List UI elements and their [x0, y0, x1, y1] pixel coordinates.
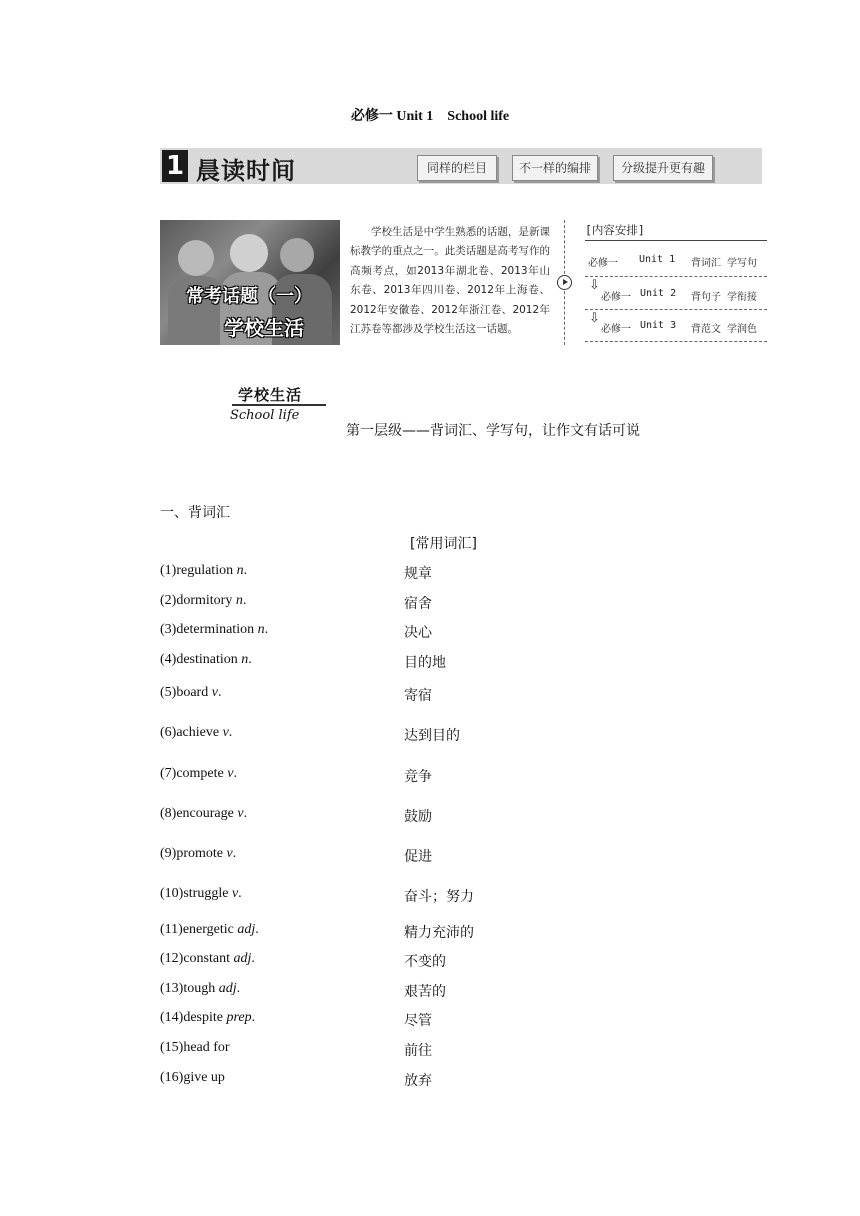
vocab-word: regulation: [176, 563, 234, 578]
topic-photo: [160, 220, 340, 345]
down-arrow-icon: ⇩: [589, 311, 600, 326]
vocab-part-of-speech: n: [235, 593, 243, 608]
vocab-part-of-speech: n: [236, 563, 244, 578]
vocab-term: (12)constant adj.: [160, 951, 255, 966]
vocab-part-of-speech: adj: [233, 951, 252, 966]
vocab-word: head for: [183, 1040, 230, 1055]
vocab-part-of-speech: v: [222, 725, 229, 740]
vocab-part-of-speech: n: [241, 652, 249, 667]
logo-en-text: School life: [230, 408, 300, 423]
vocab-word: despite: [183, 1010, 223, 1025]
vocab-meaning: 不变的: [404, 954, 446, 970]
contents-row-unit: Unit 1: [639, 254, 676, 265]
vocab-number: (5): [160, 685, 177, 700]
section-heading: 一、背词汇: [160, 505, 230, 521]
vocab-number: (15): [160, 1040, 184, 1055]
vocab-meaning: 宿舍: [404, 596, 432, 612]
vocab-word: dormitory: [176, 593, 233, 608]
vocab-term: [160, 1040, 230, 1056]
vocab-meaning: 鼓励: [404, 809, 432, 825]
vocab-word: board: [176, 685, 209, 700]
contents-row-divider: [585, 276, 767, 277]
vocab-number: (16): [160, 1070, 184, 1085]
vocab-number: (1): [160, 563, 177, 578]
vocab-meaning: 尽管: [404, 1013, 432, 1029]
school-life-logo: [230, 384, 330, 428]
vocab-meaning: 竞争: [404, 769, 432, 785]
vocab-word: encourage: [176, 806, 234, 821]
page-title: 必修一 Unit 1 School life: [350, 109, 510, 124]
vocab-word: constant: [183, 951, 230, 966]
vocab-part-of-speech: v: [226, 846, 233, 861]
vocab-number: (11): [160, 922, 183, 937]
vocab-meaning: 规章: [404, 566, 432, 582]
banner-tab-same-column: 同样的栏目: [417, 155, 497, 181]
topic-caption-line2: 学校生活: [224, 316, 304, 340]
vocab-part-of-speech: n: [257, 622, 265, 637]
vocab-term: (6)achieve v.: [160, 725, 233, 740]
contents-row-task: 背范文 学润色: [691, 324, 758, 335]
vocab-number: (12): [160, 951, 184, 966]
vocab-part-of-speech: v: [237, 806, 244, 821]
vocab-term: (4)destination n.: [160, 652, 252, 667]
vocab-meaning: 艰苦的: [404, 984, 446, 1000]
vocab-number: (3): [160, 622, 177, 637]
vocab-word: struggle: [183, 886, 229, 901]
vocab-word: give up: [183, 1070, 225, 1085]
vocab-number: (9): [160, 846, 177, 861]
vocab-part-of-speech: v: [227, 766, 234, 781]
vocab-number: (10): [160, 886, 184, 901]
vocab-term: (3)determination n.: [160, 622, 269, 637]
vocab-meaning: 决心: [404, 625, 432, 641]
vocab-meaning: 促进: [404, 849, 432, 865]
contents-rule: [585, 240, 767, 241]
contents-row-unit: Unit 2: [640, 288, 677, 299]
vocab-number: (2): [160, 593, 177, 608]
vocab-part-of-speech: adj: [218, 981, 237, 996]
vocab-term: (14)despite prep.: [160, 1010, 256, 1025]
contents-heading: [内容安排]: [585, 223, 645, 237]
vocab-term: (9)promote v.: [160, 846, 237, 861]
contents-row-book: 必修一: [601, 324, 631, 335]
banner-tab-different-layout: 不一样的编排: [512, 155, 598, 181]
vocab-word: compete: [176, 766, 224, 781]
vocab-number: (13): [160, 981, 184, 996]
vocab-part-of-speech: adj: [237, 922, 256, 937]
vocab-meaning: 目的地: [404, 655, 446, 671]
vocab-meaning: 放弃: [404, 1073, 432, 1089]
vocab-term: (1)regulation n.: [160, 563, 248, 578]
vocab-meaning: 奋斗；努力: [404, 889, 474, 905]
down-arrow-icon: ⇩: [589, 278, 600, 293]
vocab-meaning: 达到目的: [404, 728, 460, 744]
vocab-part-of-speech: v: [231, 886, 239, 901]
vocab-term: (5)board v.: [160, 685, 222, 700]
vocab-word: determination: [176, 622, 255, 637]
topic-caption-line1: 常考话题（一）: [186, 286, 312, 307]
banner-number-badge: 1: [162, 150, 188, 182]
contents-row-task: 背词汇 学写句: [691, 258, 758, 269]
level-heading: 第一层级——背词汇、学写句，让作文有话可说: [346, 423, 640, 439]
vocab-number: (6): [160, 725, 177, 740]
vocab-number: (14): [160, 1010, 184, 1025]
vocab-term: (13)tough adj.: [160, 981, 241, 996]
banner-title: 晨读时间: [196, 157, 296, 185]
contents-row-book: 必修一: [601, 292, 631, 303]
banner-tab-graded-fun: 分级提升更有趣: [613, 155, 713, 181]
vocab-number: (8): [160, 806, 177, 821]
vocab-term: (10)struggle v.: [160, 886, 242, 901]
vocab-number: (7): [160, 766, 177, 781]
contents-row-divider: [585, 341, 767, 342]
vocab-term: (8)encourage v.: [160, 806, 248, 821]
contents-row-unit: Unit 3: [640, 320, 677, 331]
logo-cn-text: 学校生活: [238, 386, 303, 404]
vocab-number: (4): [160, 652, 177, 667]
contents-row-task: 背句子 学衔接: [691, 292, 758, 303]
play-arrow-icon: [557, 275, 572, 290]
vocab-part-of-speech: prep: [226, 1010, 252, 1025]
contents-row-divider: [585, 309, 767, 310]
vocab-meaning: 寄宿: [404, 688, 432, 704]
vocab-term: [160, 1070, 225, 1086]
vocab-term: (11)energetic adj.: [160, 922, 259, 937]
vocab-word: destination: [176, 652, 238, 667]
vocab-subheading: [常用词汇]: [410, 536, 477, 552]
vocab-word: tough: [183, 981, 216, 996]
topic-intro-text: 学校生活是中学生熟悉的话题，是新课标教学的重点之一。此类话题是高考写作的高频考点，如2013年湖北卷、2013年山东卷、2013年四川卷、2012年上海卷、2012年安徽卷、2012年浙江卷、2012年江苏卷等都涉及学校生活这一话题。: [350, 226, 550, 336]
contents-row-book: 必修一: [588, 258, 618, 269]
vocab-word: promote: [176, 846, 223, 861]
vocab-word: energetic: [182, 922, 234, 937]
vocab-term: (7)compete v.: [160, 766, 237, 781]
vocab-meaning: 精力充沛的: [404, 925, 474, 941]
vocab-term: (2)dormitory n.: [160, 593, 247, 608]
vocab-word: achieve: [176, 725, 220, 740]
vocab-meaning: 前往: [404, 1043, 432, 1059]
vocab-part-of-speech: v: [211, 685, 218, 700]
